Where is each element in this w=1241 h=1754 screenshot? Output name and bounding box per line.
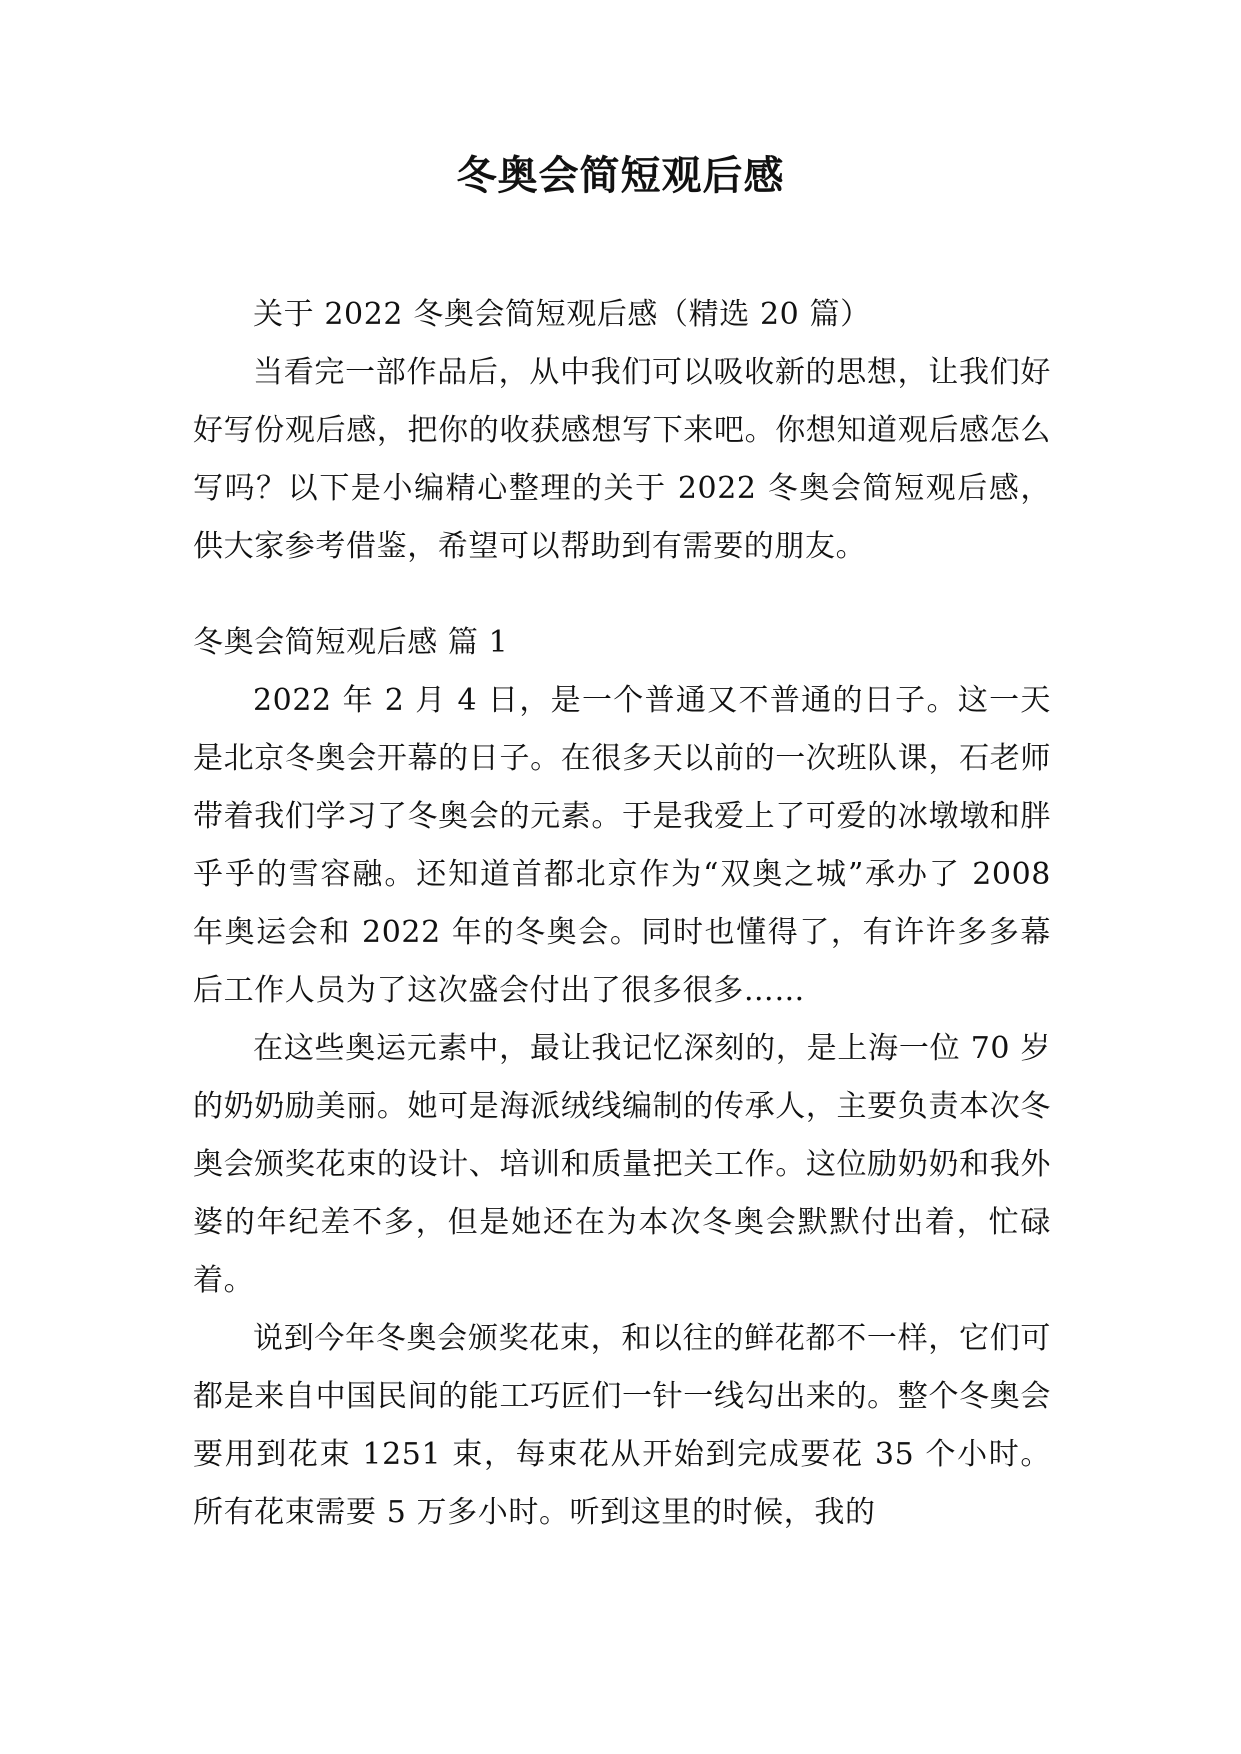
document-title: 冬奥会简短观后感 — [456, 153, 785, 199]
intro-paragraph: 当看完一部作品后，从中我们可以吸收新的思想，让我们好好写份观后感，把你的收获感想写下来吧。你想知道观后感怎么写吗？以下是小编精心整理的关于 2022 冬奥会简短观后感，供大家参考借鉴，希望可以帮助到有需要的朋友。 — [193, 355, 1051, 564]
body-paragraph-3: 说到今年冬奥会颁奖花束，和以往的鲜花都不一样，它们可都是来自中国民间的能工巧匠们一针一线勾出来的。整个冬奥会要用到花束 1251 束，每束花从开始到完成要花 35 个小时。所有花束需要 5 万多小时。听到这里的时候，我的 — [193, 1321, 1051, 1530]
document-body — [193, 286, 1051, 1542]
body-paragraph-2: 在这些奥运元素中，最让我记忆深刻的，是上海一位 70 岁的奶奶励美丽。她可是海派绒线编制的传承人，主要负责本次冬奥会颁奖花束的设计、培训和质量把关工作。这位励奶奶和我外婆的年纪差不多，但是她还在为本次冬奥会默默付出着，忙碌着。 — [193, 1031, 1051, 1298]
document-subtitle: 关于 2022 冬奥会简短观后感（精选 20 篇） — [253, 297, 871, 332]
body-paragraph-1: 2022 年 2 月 4 日，是一个普通又不普通的日子。这一天是北京冬奥会开幕的日子。在很多天以前的一次班队课，石老师带着我们学习了冬奥会的元素。于是我爱上了可爱的冰墩墩和胖乎乎的雪容融。还知道首都北京作为“双奥之城”承办了 2008 年奥运会和 2022 年的冬奥会。同时也懂得了，有许许多多幕后工作人员为了这次盛会付出了很多很多…… — [193, 683, 1051, 1008]
section-heading: 冬奥会简短观后感 篇 1 — [193, 625, 509, 660]
